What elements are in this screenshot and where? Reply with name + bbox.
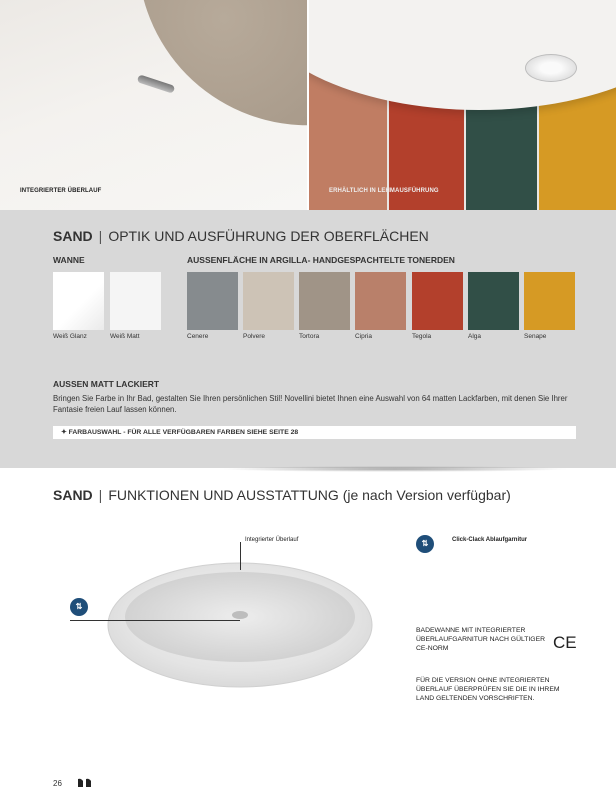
band-shadow (220, 466, 570, 472)
sample-alga (468, 272, 519, 330)
drain-plug (525, 54, 577, 82)
ce-mark: CE (553, 633, 577, 652)
sample-cipria (355, 272, 406, 330)
sample-weiss-matt (110, 272, 161, 330)
bathtub-illustration (100, 555, 380, 705)
sample-label: Polvere (243, 333, 266, 340)
sample-tortora (299, 272, 350, 330)
click-clack-legend-icon: ⇅ (416, 535, 434, 553)
brand-logo-icon (78, 778, 92, 788)
click-clack-icon: ⇅ (70, 598, 88, 616)
sample-label: Weiß Matt (110, 333, 140, 340)
sample-weiss-glanz (53, 272, 104, 330)
click-clack-pointer-line (70, 620, 240, 621)
color-reference-bar[interactable] (53, 426, 576, 439)
version-note-text: FÜR DIE VERSION OHNE INTEGRIERTEN ÜBERLAUF ÜBERPRÜFEN SIE DIE IN IHREM LAND GELTENDEN VORSCHRIFTEN. (416, 677, 560, 702)
overflow-callout-label: Integrierter Überlauf (245, 537, 299, 543)
sample-cenere (187, 272, 238, 330)
stone-surface (139, 0, 307, 147)
sample-senape (524, 272, 575, 330)
sample-label: Tegola (412, 333, 432, 340)
sample-label: Alga (468, 333, 482, 340)
sample-label: Cenere (187, 333, 209, 340)
page-number: 26 (53, 779, 62, 788)
sample-polvere (243, 272, 294, 330)
photo-caption-right: ERHÄLTLICH IN LEHMAUSFÜHRUNG (329, 188, 439, 194)
sample-label: Cipria (355, 333, 372, 340)
section-title-features: SAND | FUNKTIONEN UND AUSSTATTUNG (je nach Version verfügbar) (53, 487, 511, 503)
aussen-matt-text: Bringen Sie Farbe in Ihr Bad, gestalten Sie Ihren persönlichen Stil! Novellini bietet Ihnen eine Auswahl von 64 matten Lackfarben, mit denen Sie Ihrer Fantasie freien Lauf lassen können. (53, 394, 568, 414)
aussen-label: AUSSENFLÄCHE IN ARGILLA- HANDGESPACHTELTE TONERDEN (187, 255, 455, 265)
sample-label: Weiß Glanz (53, 333, 87, 340)
section-title-surfaces: SAND | OPTIK UND AUSFÜHRUNG DER OBERFLÄCHEN (53, 228, 429, 244)
sample-label: Tortora (299, 333, 320, 340)
color-reference-text: ✦ FARBAUSWAHL - FÜR ALLE VERFÜGBAREN FARBEN SIEHE SEITE 28 (61, 429, 299, 436)
ce-norm-text: BADEWANNE MIT INTEGRIERTER ÜBERLAUFGARNITUR NACH GÜLTIGER CE-NORM (416, 627, 546, 652)
aussen-matt-title: AUSSEN MATT LACKIERT (53, 379, 160, 389)
sample-label: Senape (524, 333, 547, 340)
photo-integrated-overflow (0, 0, 307, 210)
overflow-slot (137, 74, 176, 93)
photo-clay-finishes (309, 0, 616, 210)
wanne-label: WANNE (53, 255, 85, 265)
sample-tegola (412, 272, 463, 330)
click-clack-legend-label: Click-Clack Ablaufgarnitur (452, 537, 528, 543)
overflow-pointer-line (240, 542, 241, 570)
photo-caption-left: INTEGRIERTER ÜBERLAUF (20, 188, 102, 194)
